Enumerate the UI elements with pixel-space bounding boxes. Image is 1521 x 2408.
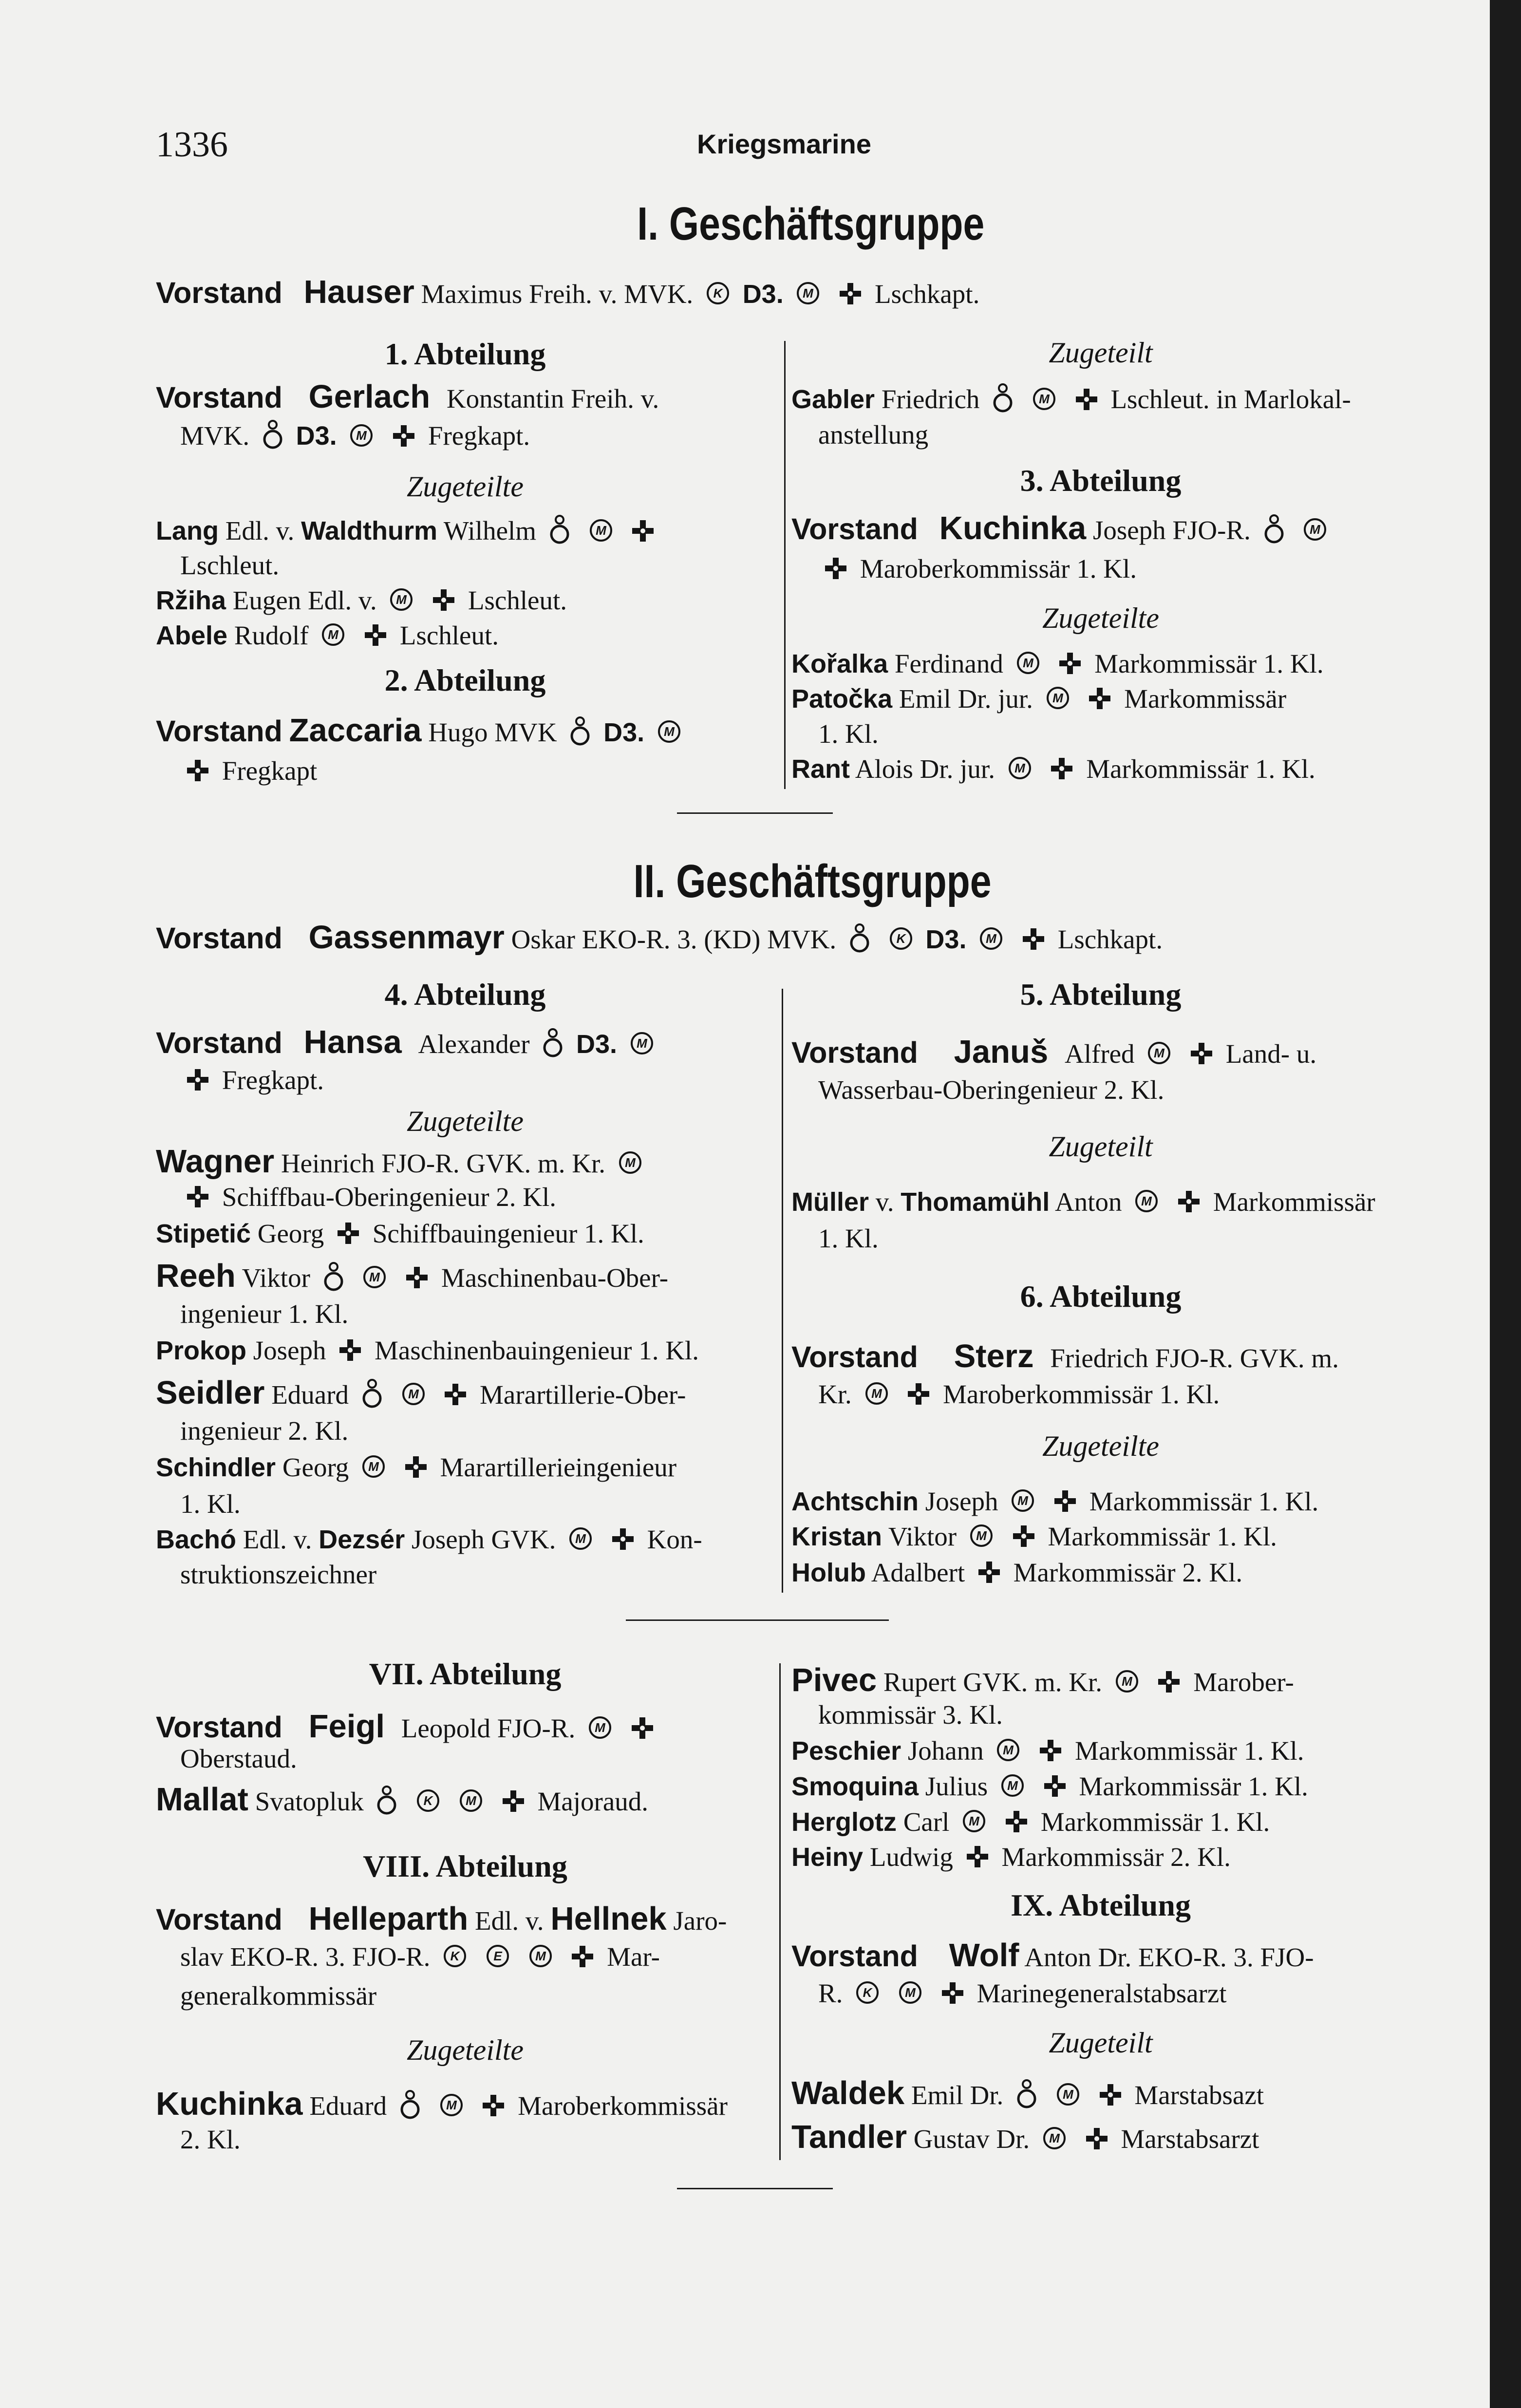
a6-member-kristan: Kristan Viktor M Markommissär 1. Kl. bbox=[791, 1521, 1277, 1555]
cross-icon bbox=[186, 757, 209, 790]
cross-icon bbox=[186, 1067, 209, 1099]
cross-icon bbox=[824, 555, 847, 587]
a5-member-mueller-cont: 1. Kl. bbox=[818, 1223, 879, 1253]
a8-zugeteilte: Zugeteilte bbox=[407, 2034, 524, 2066]
a3-member-patocka: Patočka Emil Dr. jur. M Markommissär bbox=[791, 683, 1286, 717]
svg-text:M: M bbox=[1039, 391, 1050, 406]
heading-a4: 4. Abteilung bbox=[384, 977, 546, 1012]
section-divider-2 bbox=[626, 1619, 889, 1621]
a1-member-lang-cont: Lschleut. bbox=[180, 550, 280, 580]
section-divider-3 bbox=[677, 2188, 833, 2189]
a5-member-mueller: Müller v. Thomamühl Anton M Markommissär bbox=[791, 1186, 1375, 1221]
a8-vorstand-cont: slav EKO-R. 3. FJO-R. K E M Mar- bbox=[180, 1941, 660, 1975]
heading-a1: 1. Abteilung bbox=[384, 337, 546, 371]
m-medal-icon bbox=[1147, 1040, 1171, 1072]
order-ring-icon bbox=[849, 922, 870, 962]
a1-member-lang: Lang Edl. v. Waldthurm Wilhelm M bbox=[156, 514, 660, 553]
svg-text:K: K bbox=[896, 931, 906, 946]
column-divider-1 bbox=[784, 341, 786, 789]
r-member-pivec: Pivec Rupert GVK. m. Kr. M Marober- bbox=[791, 1661, 1294, 1701]
scan-edge bbox=[1490, 0, 1521, 2408]
a8-member-kuchinka: Kuchinka Eduard M Maroberkommissär bbox=[156, 2085, 728, 2128]
svg-text:M: M bbox=[369, 1270, 380, 1285]
cross-icon bbox=[1005, 1808, 1028, 1841]
svg-text:M: M bbox=[1121, 1674, 1132, 1689]
z-member-gabler: Gabler Friedrich M Lschleut. in Marlokal- bbox=[791, 382, 1351, 422]
a9-vorstand: Vorstand Wolf Anton Dr. EKO-R. 3. FJO- bbox=[791, 1937, 1314, 1974]
z-member-gabler-cont: anstellung bbox=[818, 420, 929, 450]
r-member-herglotz: Herglotz Carl M Markommissär 1. Kl. bbox=[791, 1806, 1270, 1841]
heading-a6: 6. Abteilung bbox=[1020, 1279, 1182, 1314]
svg-text:M: M bbox=[1310, 522, 1321, 537]
svg-text:M: M bbox=[1062, 2087, 1073, 2102]
m-medal-icon bbox=[962, 1808, 986, 1841]
a3-vorstand: Vorstand Kuchinka Joseph FJO-R. M bbox=[791, 509, 1333, 553]
svg-text:M: M bbox=[624, 1155, 636, 1170]
cross-icon bbox=[1050, 755, 1073, 788]
r-member-pivec-cont: kommissär 3. Kl. bbox=[818, 1700, 1003, 1730]
svg-text:M: M bbox=[328, 627, 339, 642]
a3-member-patocka-cont: 1. Kl. bbox=[818, 719, 879, 749]
a3-member-koralka: Kořalka Ferdinand M Markommissär 1. Kl. bbox=[791, 648, 1324, 682]
cross-icon bbox=[186, 1184, 209, 1216]
svg-text:M: M bbox=[446, 2098, 457, 2113]
cross-icon bbox=[611, 1526, 635, 1558]
a4-member-schindler: Schindler Georg M Marartillerieingenieur bbox=[156, 1451, 676, 1486]
m-medal-icon bbox=[657, 719, 681, 751]
svg-text:E: E bbox=[493, 1949, 502, 1964]
a4-member-prokop: Prokop Joseph Maschinenbauingenieur 1. Kl. bbox=[156, 1335, 699, 1369]
m-medal-icon bbox=[1016, 650, 1040, 682]
a6-zugeteilte: Zugeteilte bbox=[1042, 1430, 1159, 1462]
order-ring-icon bbox=[1016, 2078, 1037, 2118]
a1-member-abele: Abele Rudolf M Lschleut. bbox=[156, 620, 499, 654]
svg-text:M: M bbox=[1007, 1778, 1018, 1793]
svg-text:M: M bbox=[1003, 1743, 1014, 1758]
m-medal-icon bbox=[321, 622, 345, 654]
cross-icon bbox=[1058, 650, 1082, 682]
cross-icon bbox=[1022, 926, 1045, 958]
cross-icon bbox=[631, 518, 655, 550]
cross-icon bbox=[404, 1454, 428, 1486]
order-ring-icon bbox=[376, 1785, 397, 1824]
a4-member-seidler-cont: ingenieur 2. Kl. bbox=[180, 1416, 349, 1446]
cross-icon bbox=[405, 1264, 429, 1297]
a9-vorstand-cont: R. K M Marinegeneralstabsarzt bbox=[818, 1977, 1227, 2012]
a6-member-achtschin: Achtschin Joseph M Markommissär 1. Kl. bbox=[791, 1486, 1318, 1520]
page-number: 1336 bbox=[156, 125, 228, 165]
svg-text:M: M bbox=[1022, 656, 1033, 671]
order-ring-icon bbox=[569, 715, 591, 755]
cross-icon bbox=[364, 622, 387, 654]
cross-icon bbox=[502, 1788, 525, 1820]
m-medal-icon bbox=[618, 1150, 642, 1182]
section-title-g2: II. Geschäftsgruppe bbox=[633, 855, 992, 907]
column-divider-3 bbox=[779, 1663, 781, 2160]
cross-icon bbox=[1190, 1040, 1213, 1072]
cross-icon bbox=[1039, 1737, 1062, 1769]
k-medal-icon bbox=[443, 1943, 467, 1975]
a4-member-stipetic: Stipetić Georg Schiffbauingenieur 1. Kl. bbox=[156, 1218, 644, 1252]
a1-vorstand-cont: MVK. D3. M Fregkapt. bbox=[180, 419, 530, 458]
heading-a7: VII. Abteilung bbox=[369, 1656, 562, 1691]
svg-text:M: M bbox=[595, 1720, 605, 1735]
cross-icon bbox=[941, 1980, 964, 2012]
cross-icon bbox=[1177, 1188, 1201, 1221]
a6-vorstand-cont: Kr. M Maroberkommissär 1. Kl. bbox=[818, 1378, 1220, 1413]
m-medal-icon bbox=[898, 1980, 922, 2012]
section-divider-1 bbox=[677, 812, 833, 814]
a8-member-kuchinka-cont: 2. Kl. bbox=[180, 2125, 241, 2154]
a4-member-bacho: Bachó Edl. v. Dezsér Joseph GVK. M Kon- bbox=[156, 1524, 702, 1558]
g1-vorstand: Vorstand Hauser Maximus Freih. v. MVK. K D3. M Lschkapt. bbox=[156, 273, 979, 313]
a6-member-holub: Holub Adalbert Markommissär 2. Kl. bbox=[791, 1557, 1242, 1591]
a9-member-waldek: Waldek Emil Dr. M Marstabsazt bbox=[791, 2074, 1264, 2118]
svg-text:M: M bbox=[976, 1528, 987, 1543]
cross-icon bbox=[482, 2092, 505, 2125]
a8-vorstand: Vorstand Helleparth Edl. v. Hellnek Jaro- bbox=[156, 1900, 727, 1937]
a2-vorstand: Vorstand Zaccaria Hugo MVK D3. M bbox=[156, 711, 687, 755]
m-medal-icon bbox=[389, 587, 413, 619]
cross-icon bbox=[337, 1220, 360, 1252]
heading-a5: 5. Abteilung bbox=[1020, 977, 1182, 1012]
a5-zugeteilt: Zugeteilt bbox=[1049, 1130, 1153, 1163]
cross-icon bbox=[1099, 2082, 1122, 2114]
m-medal-icon bbox=[1134, 1188, 1159, 1221]
m-medal-icon bbox=[588, 1715, 612, 1747]
cross-icon bbox=[907, 1381, 930, 1413]
m-medal-icon bbox=[630, 1031, 654, 1063]
svg-text:K: K bbox=[450, 1949, 460, 1964]
a1-zugeteilte: Zugeteilte bbox=[407, 470, 524, 503]
k-medal-icon bbox=[706, 281, 730, 313]
cross-icon bbox=[392, 423, 415, 455]
k-medal-icon bbox=[855, 1980, 880, 2012]
m-medal-icon bbox=[969, 1523, 994, 1555]
svg-text:M: M bbox=[636, 1036, 647, 1051]
svg-text:M: M bbox=[1141, 1194, 1152, 1209]
svg-text:M: M bbox=[803, 286, 814, 301]
svg-text:M: M bbox=[466, 1793, 476, 1808]
cross-icon bbox=[1053, 1488, 1077, 1520]
svg-text:M: M bbox=[356, 428, 367, 443]
svg-text:K: K bbox=[423, 1793, 433, 1808]
order-ring-icon bbox=[1263, 513, 1285, 553]
a5-vorstand: Vorstand Januš Alfred M Land- u. bbox=[791, 1033, 1316, 1072]
a4-member-reeh-cont: ingenieur 1. Kl. bbox=[180, 1299, 349, 1329]
a3-zugeteilte: Zugeteilte bbox=[1042, 602, 1159, 634]
m-medal-icon bbox=[361, 1454, 386, 1486]
cross-icon bbox=[1085, 2126, 1108, 2158]
cross-icon bbox=[1075, 386, 1098, 418]
m-medal-icon bbox=[401, 1381, 426, 1413]
a4-member-schindler-cont: 1. Kl. bbox=[180, 1489, 241, 1519]
order-ring-icon bbox=[542, 1027, 563, 1067]
m-medal-icon bbox=[979, 926, 1003, 958]
svg-text:M: M bbox=[1049, 2131, 1060, 2146]
order-ring-icon bbox=[992, 382, 1014, 422]
a3-vorstand-cont: Maroberkommissär 1. Kl. bbox=[818, 553, 1137, 587]
section-title-g1: I. Geschäftsgruppe bbox=[637, 198, 985, 250]
k-medal-icon bbox=[889, 926, 913, 958]
svg-text:M: M bbox=[575, 1531, 586, 1546]
svg-text:M: M bbox=[1154, 1046, 1165, 1061]
a8-vorstand-cont2: generalkommissär bbox=[180, 1981, 377, 2011]
svg-text:M: M bbox=[1017, 1493, 1029, 1508]
m-medal-icon bbox=[1008, 755, 1032, 788]
a9-zugeteilt: Zugeteilt bbox=[1049, 2027, 1153, 2059]
cross-icon bbox=[839, 281, 862, 313]
order-ring-icon bbox=[361, 1378, 383, 1417]
m-medal-icon bbox=[1042, 2126, 1067, 2158]
a4-member-reeh: Reeh Viktor M Maschinenbau-Ober- bbox=[156, 1257, 668, 1300]
cross-icon bbox=[977, 1559, 1001, 1591]
a9-member-tandler: Tandler Gustav Dr. M Marstabsarzt bbox=[791, 2118, 1259, 2158]
a7-member-mallat: Mallat Svatopluk K M Majoraud. bbox=[156, 1780, 648, 1824]
k-medal-icon bbox=[416, 1788, 440, 1820]
a7-vorstand-cont: Oberstaud. bbox=[180, 1744, 297, 1773]
m-medal-icon bbox=[589, 518, 613, 550]
g2-vorstand: Vorstand Gassenmayr Oskar EKO-R. 3. (KD) MVK. K D3. M Lschkapt. bbox=[156, 918, 1163, 962]
svg-text:K: K bbox=[863, 1985, 872, 2000]
a3-member-rant: Rant Alois Dr. jur. M Markommissär 1. Kl. bbox=[791, 753, 1315, 788]
r-member-peschier: Peschier Johann M Markommissär 1. Kl. bbox=[791, 1735, 1304, 1769]
heading-a8: VIII. Abteilung bbox=[363, 1849, 567, 1883]
cross-icon bbox=[1157, 1669, 1181, 1701]
a4-member-wagner-cont: Schiffbau-Oberingenieur 2. Kl. bbox=[180, 1181, 556, 1216]
m-medal-icon bbox=[1303, 517, 1327, 549]
order-ring-icon bbox=[323, 1261, 344, 1300]
cross-icon bbox=[444, 1381, 467, 1413]
m-medal-icon bbox=[349, 423, 374, 455]
e-medal-icon bbox=[486, 1943, 510, 1975]
m-medal-icon bbox=[1011, 1488, 1035, 1520]
m-medal-icon bbox=[1056, 2082, 1080, 2114]
svg-text:M: M bbox=[396, 592, 407, 607]
cross-icon bbox=[1012, 1523, 1035, 1555]
heading-a9: IX. Abteilung bbox=[1011, 1888, 1191, 1922]
m-medal-icon bbox=[1032, 386, 1056, 418]
m-medal-icon bbox=[362, 1264, 387, 1297]
svg-text:M: M bbox=[1052, 691, 1063, 706]
r-member-heiny: Heiny Ludwig Markommissär 2. Kl. bbox=[791, 1841, 1231, 1876]
a4-member-seidler: Seidler Eduard M Marartillerie-Ober- bbox=[156, 1373, 686, 1417]
a4-zugeteilte: Zugeteilte bbox=[407, 1105, 524, 1137]
a4-member-wagner: Wagner Heinrich FJO-R. GVK. m. Kr. M bbox=[156, 1142, 648, 1182]
m-medal-icon bbox=[528, 1943, 553, 1975]
m-medal-icon bbox=[864, 1381, 889, 1413]
r-member-smoquina: Smoquina Julius M Markommissär 1. Kl. bbox=[791, 1770, 1308, 1805]
page-header bbox=[156, 124, 1412, 168]
a4-vorstand: Vorstand Hansa Alexander D3. M bbox=[156, 1023, 660, 1067]
svg-text:M: M bbox=[368, 1459, 379, 1474]
order-ring-icon bbox=[399, 2089, 421, 2128]
running-title: Kriegsmarine bbox=[697, 129, 871, 159]
a2-vorstand-cont: Fregkapt bbox=[180, 755, 317, 790]
order-ring-icon bbox=[549, 514, 570, 553]
svg-text:M: M bbox=[969, 1814, 980, 1829]
cross-icon bbox=[432, 587, 455, 619]
svg-text:M: M bbox=[871, 1386, 882, 1401]
m-medal-icon bbox=[1115, 1669, 1139, 1701]
m-medal-icon bbox=[1000, 1773, 1025, 1805]
m-medal-icon bbox=[459, 1788, 483, 1820]
svg-text:M: M bbox=[986, 931, 997, 946]
cross-icon bbox=[631, 1715, 654, 1747]
svg-text:M: M bbox=[1014, 761, 1025, 776]
order-ring-icon bbox=[262, 419, 283, 458]
a7-vorstand: Vorstand Feigl Leopold FJO-R. M bbox=[156, 1707, 660, 1747]
m-medal-icon bbox=[796, 281, 820, 313]
m-medal-icon bbox=[1046, 685, 1070, 717]
heading-a2: 2. Abteilung bbox=[384, 663, 546, 697]
cross-icon bbox=[338, 1337, 362, 1369]
cross-icon bbox=[571, 1943, 594, 1975]
svg-text:M: M bbox=[408, 1387, 419, 1402]
a5-vorstand-cont: Wasserbau-Oberingenieur 2. Kl. bbox=[818, 1075, 1164, 1105]
cross-icon bbox=[1088, 685, 1111, 717]
m-medal-icon bbox=[439, 2092, 464, 2125]
m-medal-icon bbox=[568, 1526, 593, 1558]
a1-member-rziha: Ržiha Eugen Edl. v. M Lschleut. bbox=[156, 584, 567, 619]
a1-vorstand: Vorstand Gerlach Konstantin Freih. v. bbox=[156, 378, 659, 415]
g1-zugeteilt: Zugeteilt bbox=[1049, 337, 1153, 369]
cross-icon bbox=[966, 1844, 989, 1876]
svg-text:M: M bbox=[595, 523, 606, 538]
a4-vorstand-cont: Fregkapt. bbox=[180, 1064, 324, 1099]
column-divider-2 bbox=[782, 989, 783, 1593]
a6-vorstand: Vorstand Sterz Friedrich FJO-R. GVK. m. bbox=[791, 1338, 1339, 1374]
a4-member-bacho-cont: struktionszeichner bbox=[180, 1560, 377, 1589]
heading-a3: 3. Abteilung bbox=[1020, 463, 1182, 498]
cross-icon bbox=[1043, 1773, 1067, 1805]
svg-text:M: M bbox=[664, 724, 675, 739]
svg-text:M: M bbox=[905, 1985, 916, 2000]
svg-text:M: M bbox=[535, 1949, 546, 1964]
m-medal-icon bbox=[996, 1737, 1020, 1769]
svg-text:K: K bbox=[713, 286, 723, 301]
